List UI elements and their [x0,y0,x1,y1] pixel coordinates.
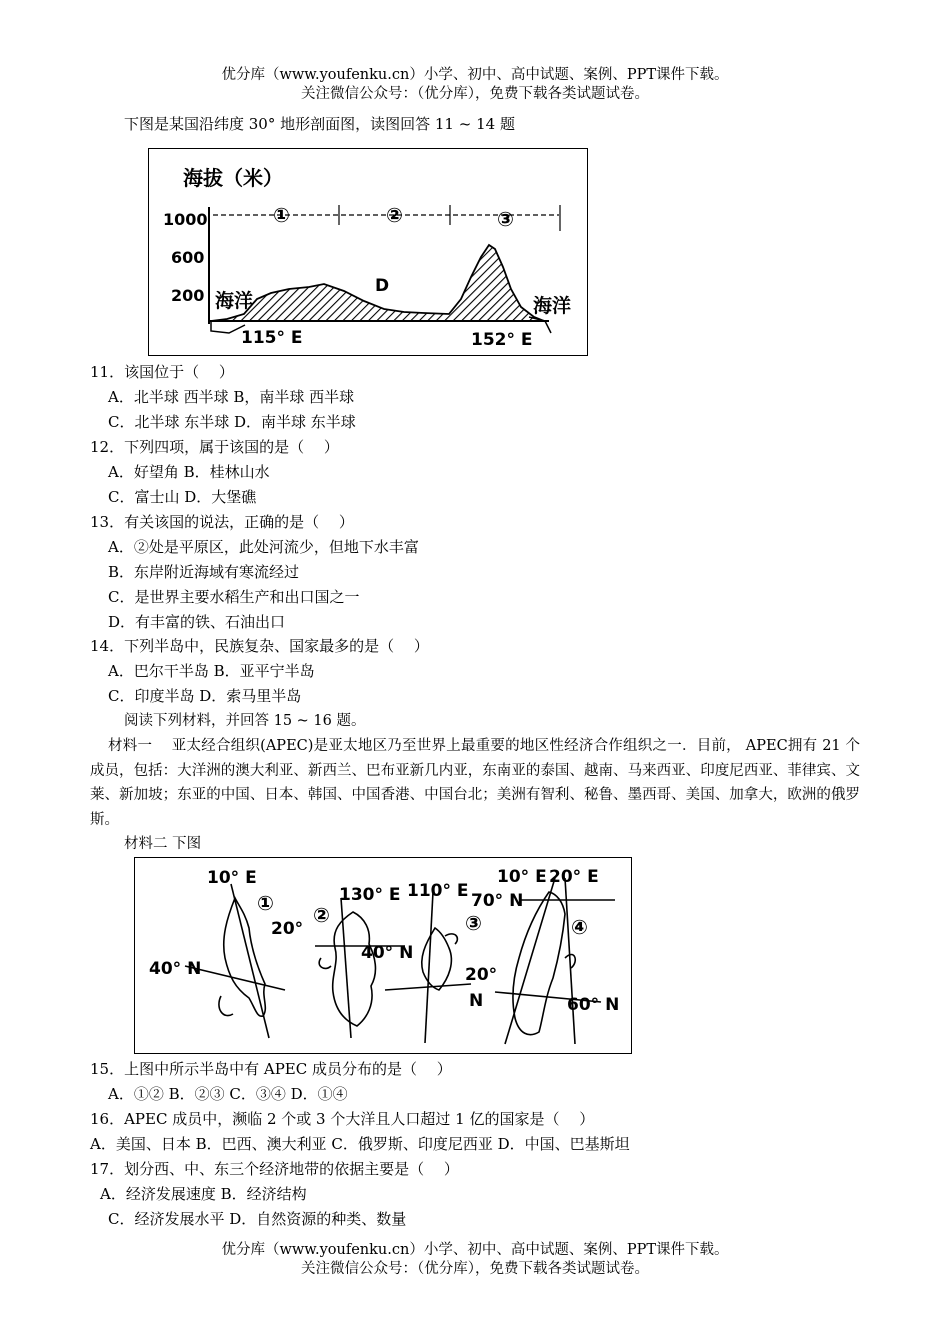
question-stem: 11．该国位于（ ） [90,363,234,381]
fig2-label: 70° N [471,891,524,911]
option-row: C．印度半岛 D．索马里半岛 [108,687,302,705]
question-stem: 12．下列四项，属于该国的是（ ） [90,438,339,456]
point-d-label: D [375,276,390,296]
fig2-label: ③ [465,911,482,935]
peninsula-2-coast [319,958,331,968]
meridian-line-2 [341,898,351,1038]
fig2-label: 10° E [497,867,547,887]
region-3-label: ③ [497,207,514,231]
meridian-line-3 [425,892,433,1043]
terrain-profile-svg [149,149,587,355]
option-row: C．富士山 D．大堡礁 [108,488,257,506]
peninsula-figure [134,857,632,1054]
fig2-label: N [469,991,484,1011]
option-row: D．有丰富的铁、石油出口 [108,613,286,631]
peninsula-2-outline [333,912,376,1026]
question-stem: 15．上图中所示半岛中有 APEC 成员分布的是（ ） [90,1060,452,1078]
peninsula-svg [135,858,631,1053]
fig2-label: 10° E [207,868,257,888]
ocean-right-label: 海洋 [533,295,572,317]
fig2-label: 60° N [567,995,620,1015]
region-2-label: ② [386,203,403,227]
fig2-label: ② [313,903,330,927]
option-row: B．东岸附近海域有寒流经过 [108,563,300,581]
footer-line-2: 关注微信公众号：（优分库），免费下载各类试题试卷。 [301,1261,649,1277]
intro-2: 阅读下列材料，并回答 15 ~ 16 题。 [124,713,366,729]
meridian-line-5 [565,878,575,1044]
option-row: A．①② B．②③ C．③④ D．①④ [108,1085,348,1103]
fig2-label: 40° N [149,959,202,979]
header-line-2: 关注微信公众号：（优分库），免费下载各类试题试卷。 [301,86,649,102]
fig2-label: 130° E [339,885,401,905]
fig2-label: 20° E [549,867,599,887]
intro-1: 下图是某国沿纬度 30° 地形剖面图，读图回答 11 ~ 14 题 [124,115,515,133]
footer-line-1: 优分库（www.youfenku.cn）小学、初中、高中试题、案例、PPT课件下载。 [221,1242,729,1258]
fig2-label: 20° [271,919,304,939]
fig2-label: ① [257,891,274,915]
ocean-left-label: 海洋 [215,290,254,312]
fig2-label: 20° [465,965,498,985]
header-line-1: 优分库（www.youfenku.cn）小学、初中、高中试题、案例、PPT课件下载。 [221,67,729,83]
option-row: A．好望角 B．桂林山水 [108,463,270,481]
peninsula-3-outline [422,928,452,990]
lon-left-label: 115° E [241,328,303,348]
question-stem: 16．APEC 成员中，濒临 2 个或 3 个大洋且人口超过 1 亿的国家是（ ） [90,1110,595,1128]
fig2-label: 40° N [361,943,414,963]
left-shelf-line [211,321,245,333]
option-row: A．巴尔干半岛 B．亚平宁半岛 [108,662,315,680]
terrain-profile-figure [148,148,588,356]
option-row: A．北半球 西半球 B，南半球 西半球 [108,388,355,406]
question-stem: 13．有关该国的说法，正确的是（ ） [90,513,354,531]
peninsula-4-outline [513,892,565,1035]
option-row: C．北半球 东半球 D．南半球 东半球 [108,413,356,431]
region-1-label: ① [273,203,290,227]
option-row: C．是世界主要水稻生产和出口国之一 [108,588,360,606]
tick-600: 600 [171,248,205,267]
option-row: A．②处是平原区，此处河流少，但地下水丰富 [108,538,419,556]
tick-200: 200 [171,286,205,305]
profile-title: 海拔（米） [183,166,283,190]
option-row: A．美国、日本 B．巴西、澳大利亚 C．俄罗斯、印度尼西亚 D．中国、巴基斯坦 [90,1135,630,1153]
peninsula-1-island [219,996,233,1016]
question-stem: 17．划分西、中、东三个经济地带的依据主要是（ ） [90,1160,459,1178]
material-2: 材料二 下图 [124,836,202,852]
lon-right-label: 152° E [471,330,533,350]
fig2-label: 110° E [407,881,469,901]
tick-1000: 1000 [163,210,208,229]
option-row: A．经济发展速度 B．经济结构 [100,1185,307,1203]
option-row: C．经济发展水平 D．自然资源的种类、数量 [108,1210,407,1228]
question-stem: 14．下列半岛中，民族复杂、国家最多的是（ ） [90,637,429,655]
material-1: 材料一 亚太经合组织(APEC)是亚太地区乃至世界上最重要的地区性经济合作组织之一．目前， APEC拥有 21 个成员，包括：大洋洲的澳大利亚、新西兰、巴布亚新几内亚，东南亚的泰国、越南、马来西亚、印度尼西亚、菲律宾、文莱、新加坡；东亚的中国、日本、韩国、中国香港、中国台北；美洲有智利、秘鲁、墨西哥、美国、加拿大，欧洲的俄罗斯。 [90,738,860,828]
fig2-label: ④ [571,915,588,939]
